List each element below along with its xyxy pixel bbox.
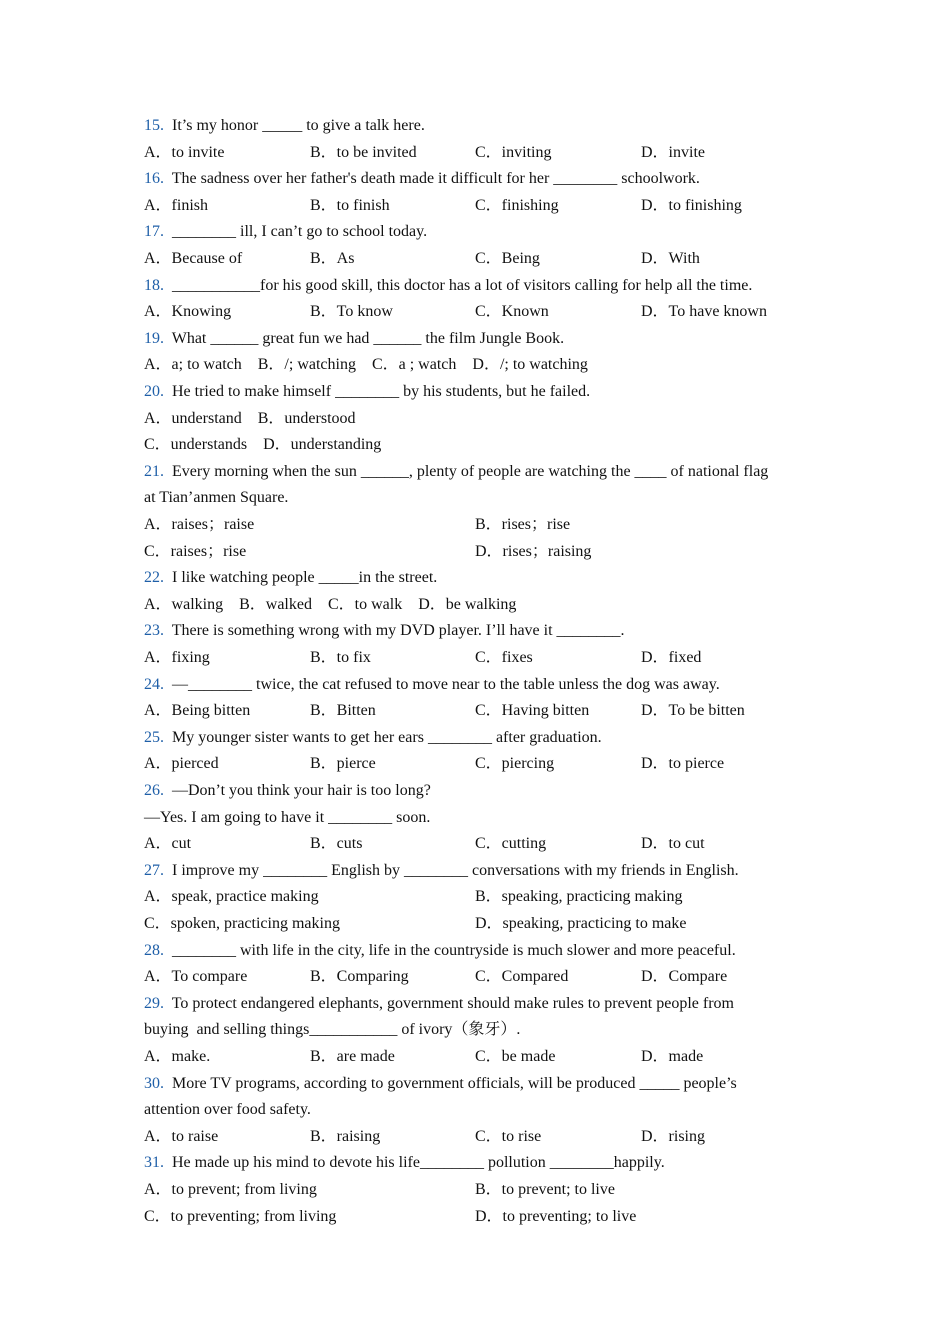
question-text: There is something wrong with my DVD player. I’ll have it ________. xyxy=(171,622,625,639)
question-text: He made up his mind to devote his life________ pollution ________happily. xyxy=(172,1154,665,1171)
answer-option: A．to raise xyxy=(144,1128,219,1145)
answer-option: A．pierced xyxy=(144,755,219,772)
answer-option: C．fixes xyxy=(475,649,533,666)
question-stem-line xyxy=(144,1100,311,1120)
question-text: attention over food safety. xyxy=(144,1101,311,1118)
question-text: buying and selling things___________ of ivory（象牙）. xyxy=(144,1021,521,1038)
question-text: What ______ great fun we had ______ the film Jungle Book. xyxy=(171,330,565,347)
question-stem-line xyxy=(144,621,625,641)
question-stem-line xyxy=(144,675,720,695)
question-text: ___________for his good skill, this doctor has a lot of visitors calling for help all the time. xyxy=(172,277,753,294)
answer-option: A．Knowing xyxy=(144,303,232,320)
answer-option: D．to preventing; to live xyxy=(475,1208,637,1225)
question-stem-line xyxy=(144,169,700,189)
question-stem-line xyxy=(144,728,602,748)
question-stem-line xyxy=(144,276,752,296)
answer-option: D．With xyxy=(641,250,700,267)
answer-option: B．speaking, practicing making xyxy=(475,888,683,905)
answer-option: A．speak, practice making xyxy=(144,888,319,905)
answer-option: C．Known xyxy=(475,303,549,320)
question-number: 24. xyxy=(144,676,164,693)
answer-option: C．to preventing; from living xyxy=(144,1208,337,1225)
answer-option: C．piercing xyxy=(475,755,555,772)
answer-option: B．raising xyxy=(310,1128,381,1145)
answer-option: A．Because of xyxy=(144,250,243,267)
answer-option: D．Compare xyxy=(641,968,728,985)
question-stem-line xyxy=(144,488,288,508)
question-text: ________ ill, I can’t go to school today. xyxy=(172,223,428,240)
answer-option: B．to fix xyxy=(310,649,371,666)
answer-option: D．to pierce xyxy=(641,755,725,772)
answer-option: A．make. xyxy=(144,1048,211,1065)
question-number: 19. xyxy=(144,330,164,347)
answer-option: B．cuts xyxy=(310,835,363,852)
question-stem-line xyxy=(144,808,430,828)
question-stem-line xyxy=(144,116,425,136)
answer-option: C．Being xyxy=(475,250,540,267)
answer-option: B．to be invited xyxy=(310,144,417,161)
question-stem-line xyxy=(144,1153,665,1173)
answer-option: D．speaking, practicing to make xyxy=(475,915,687,932)
answer-option: D．rises；raising xyxy=(475,543,592,560)
question-stem-line xyxy=(144,994,734,1014)
question-stem-line xyxy=(144,568,437,588)
answer-option: B．To know xyxy=(310,303,393,320)
question-number: 22. xyxy=(144,569,164,586)
question-text: ________ with life in the city, life in the countryside is much slower and more peaceful. xyxy=(172,942,736,959)
question-text: —Yes. I am going to have it ________ soon. xyxy=(144,809,431,826)
answer-option-line: C．understands D．understanding xyxy=(144,436,382,453)
answer-option: B．As xyxy=(310,250,355,267)
answer-option: A．Being bitten xyxy=(144,702,251,719)
question-number: 27. xyxy=(144,862,164,879)
answer-option: A．finish xyxy=(144,197,209,214)
answer-option: D．To be bitten xyxy=(641,702,745,719)
question-stem-line xyxy=(144,329,564,349)
question-number: 23. xyxy=(144,622,164,639)
answer-option: B．Comparing xyxy=(310,968,409,985)
answer-option: A．fixing xyxy=(144,649,210,666)
answer-option: D．invite xyxy=(641,144,705,161)
answer-option: B．pierce xyxy=(310,755,376,772)
question-number: 20. xyxy=(144,383,164,400)
question-text: To protect endangered elephants, government should make rules to prevent people from xyxy=(171,995,734,1012)
answer-option-line: A．walking B．walked C．to walk D．be walking xyxy=(144,596,517,613)
question-number: 15. xyxy=(144,117,164,134)
question-text: —________ twice, the cat refused to move near to the table unless the dog was away. xyxy=(172,676,720,693)
question-number: 26. xyxy=(144,782,164,799)
question-number: 25. xyxy=(144,729,164,746)
answer-option: C．Having bitten xyxy=(475,702,590,719)
answer-option: C．cutting xyxy=(475,835,547,852)
question-text: I improve my ________ English by ________ conversations with my friends in English. xyxy=(172,862,739,879)
question-text: My younger sister wants to get her ears ________ after graduation. xyxy=(172,729,602,746)
answer-option-line: A．understand B．understood xyxy=(144,410,356,427)
answer-option: D．made xyxy=(641,1048,704,1065)
answer-option: C．finishing xyxy=(475,197,559,214)
answer-option: A．cut xyxy=(144,835,192,852)
question-stem-line xyxy=(144,382,590,402)
question-stem-line xyxy=(144,222,427,242)
question-number: 17. xyxy=(144,223,164,240)
answer-option: B．rises；rise xyxy=(475,516,571,533)
question-text: More TV programs, according to government officials, will be produced _____ people’s xyxy=(172,1075,737,1092)
question-number: 28. xyxy=(144,942,164,959)
question-stem-line xyxy=(144,462,768,482)
question-number: 21. xyxy=(144,463,164,480)
answer-option: C．to rise xyxy=(475,1128,542,1145)
answer-option: D．to finishing xyxy=(641,197,742,214)
answer-option: A．to prevent; from living xyxy=(144,1181,317,1198)
answer-option: D．To have known xyxy=(641,303,767,320)
question-number: 30. xyxy=(144,1075,164,1092)
question-stem-line xyxy=(144,1020,520,1040)
question-text: Every morning when the sun ______, plenty of people are watching the ____ of national flag xyxy=(172,463,769,480)
answer-option: C．Compared xyxy=(475,968,569,985)
answer-option: C．inviting xyxy=(475,144,552,161)
question-stem-line xyxy=(144,941,736,961)
question-text: The sadness over her father's death made it difficult for her ________ schoolwork. xyxy=(171,170,700,187)
question-text: —Don’t you think your hair is too long? xyxy=(172,782,431,799)
question-stem-line xyxy=(144,861,739,881)
answer-option: B．Bitten xyxy=(310,702,376,719)
answer-option: D．to cut xyxy=(641,835,705,852)
answer-option: C．be made xyxy=(475,1048,556,1065)
answer-option: A．To compare xyxy=(144,968,248,985)
question-stem-line xyxy=(144,781,431,801)
answer-option: B．to finish xyxy=(310,197,390,214)
question-number: 16. xyxy=(144,170,164,187)
answer-option: A．raises；raise xyxy=(144,516,255,533)
question-number: 31. xyxy=(144,1154,164,1171)
answer-option: D．rising xyxy=(641,1128,706,1145)
answer-option: C．spoken, practicing making xyxy=(144,915,340,932)
question-number: 18. xyxy=(144,277,164,294)
answer-option: B．are made xyxy=(310,1048,395,1065)
answer-option: C．raises；rise xyxy=(144,543,247,560)
answer-option: B．to prevent; to live xyxy=(475,1181,615,1198)
question-text: at Tian’anmen Square. xyxy=(144,489,289,506)
answer-option: A．to invite xyxy=(144,144,225,161)
question-text: It’s my honor _____ to give a talk here. xyxy=(172,117,425,134)
question-text: I like watching people _____in the street. xyxy=(172,569,438,586)
question-number: 29. xyxy=(144,995,164,1012)
answer-option: D．fixed xyxy=(641,649,702,666)
answer-option-line: A．a; to watch B．/; watching C．a ; watch D．/; to watching xyxy=(144,356,588,373)
question-stem-line xyxy=(144,1074,737,1094)
question-text: He tried to make himself ________ by his students, but he failed. xyxy=(172,383,591,400)
